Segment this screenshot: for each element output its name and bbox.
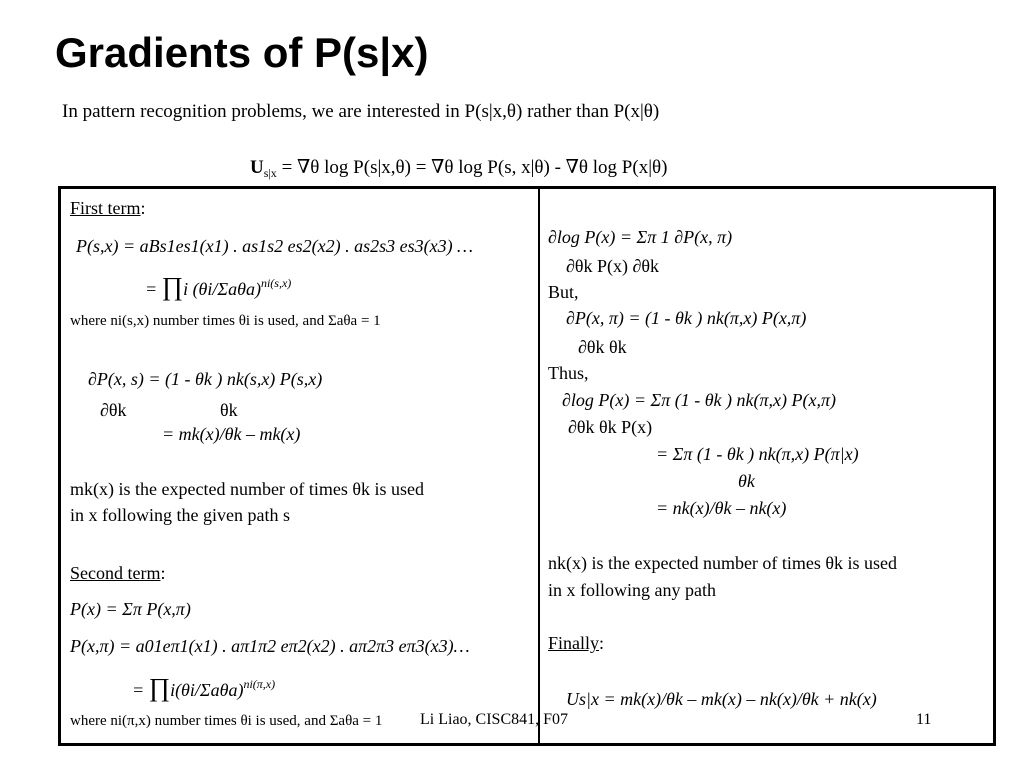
dp-equation-bottom: ∂θk θk: [578, 337, 627, 357]
grad-first-theta: θk: [220, 400, 238, 420]
thus-equation-top: ∂log P(x) = Σπ (1 - θk ) nk(π,x) P(x,π): [562, 390, 837, 410]
finally-heading: Finally:: [548, 633, 605, 653]
final-equation: Us|x = mk(x)/θk – mk(x) – nk(x)/θk + nk(x): [566, 689, 877, 709]
nk-result: = nk(x)/θk – nk(x): [656, 498, 787, 518]
dp-equation-top: ∂P(x, π) = (1 - θk ) nk(π,x) P(x,π): [566, 308, 807, 328]
where-note-1: where ni(s,x) number times θi is used, and Σaθa = 1: [70, 313, 381, 329]
nk-description-line2: in x following any path: [548, 580, 716, 600]
grad-first-top: ∂P(x, s) = (1 - θk ) nk(s,x) P(s,x): [88, 369, 323, 389]
posterior-equation-top: = Σπ (1 - θk ) nk(π,x) P(π|x): [656, 444, 859, 464]
footer-author: Li Liao, CISC841, F07: [420, 711, 569, 728]
main-equation: $U_{s|x} = \nabla\theta$ log P(s|x,θ) = ∇θ log P(s, x|θ) - ∇θ log P(x|θ): [250, 157, 668, 180]
p-sx-definition: P(s,x) = aBs1es1(x1) . as1s2 es2(x2) . as2s3 es3(x3) …: [76, 236, 474, 256]
nk-description-line1: nk(x) is the expected number of times θk is used: [548, 553, 898, 573]
p-xpi-definition: P(x,π) = a01eπ1(x1) . aπ1π2 eπ2(x2) . aπ2π3 eπ3(x3)…: [70, 636, 470, 656]
p-sx-product: = ∏i $(\theta i/\Sigma a\theta a)^{ni(s,x)}$: [145, 272, 292, 301]
column-divider: [538, 188, 540, 744]
grad-first-denominator: ∂θk: [100, 400, 127, 420]
slide-title: Gradients of P(s|x): [55, 29, 429, 76]
slide-number: 11: [916, 711, 932, 728]
intro-text: In pattern recognition problems, we are interested in P(s|x,θ) rather than P(x|θ): [62, 101, 660, 122]
grad-first-result: = mk(x)/θk – mk(x): [162, 424, 301, 444]
p-xpi-product: = $\prod i(\theta i/\Sigma a\theta a)^{ni(\pi,x)}$: [132, 673, 276, 702]
first-term-heading: First term:: [70, 198, 146, 218]
dlog-equation-bottom: ∂θk P(x) ∂θk: [566, 256, 660, 276]
thus-equation-bottom: ∂θk θk P(x): [568, 417, 653, 437]
but-label: But,: [548, 282, 579, 302]
mk-description-line1: mk(x) is the expected number of times θk is used: [70, 479, 425, 499]
where-note-2: where ni(π,x) number times θi is used, and Σaθa = 1: [70, 713, 383, 729]
posterior-equation-bottom: θk: [738, 471, 755, 491]
second-term-heading: Second term:: [70, 563, 166, 583]
content-frame: [58, 186, 996, 746]
mk-description-line2: in x following the given path s: [70, 505, 290, 525]
dlog-equation-top: ∂log P(x) = Σπ 1 ∂P(x, π): [548, 227, 733, 247]
thus-label: Thus,: [548, 363, 589, 383]
p-x-definition: P(x) = Σπ P(x,π): [70, 599, 191, 619]
